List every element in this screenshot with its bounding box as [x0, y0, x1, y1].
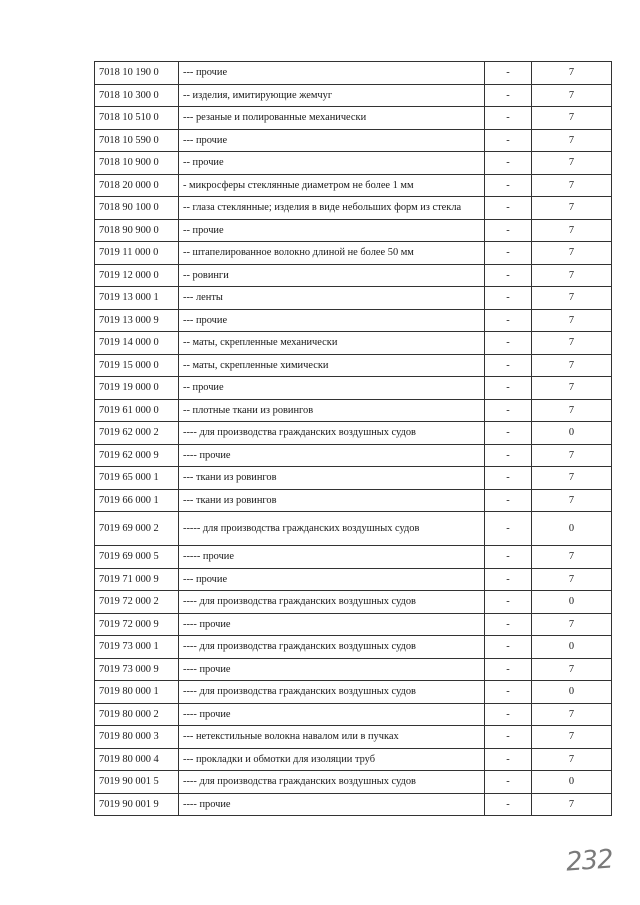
- description-cell: --- ленты: [179, 287, 485, 310]
- description-cell: --- ткани из ровингов: [179, 489, 485, 512]
- duty-cell: -: [485, 129, 532, 152]
- table-row: [95, 84, 612, 107]
- duty-cell: -: [485, 399, 532, 422]
- duty-cell: -: [485, 658, 532, 681]
- code-cell: 7019 66 000 1: [95, 489, 179, 512]
- code-cell: 7019 72 000 2: [95, 591, 179, 614]
- table-row: [95, 62, 612, 85]
- code-cell: 7019 65 000 1: [95, 467, 179, 490]
- code-cell: 7019 69 000 2: [95, 512, 179, 546]
- rate-cell: 7: [532, 197, 612, 220]
- description-cell: --- прочие: [179, 62, 485, 85]
- rate-cell: 7: [532, 726, 612, 749]
- description-cell: ---- для производства гражданских воздушных судов: [179, 422, 485, 445]
- table-row: [95, 399, 612, 422]
- table-row: [95, 422, 612, 445]
- rate-cell: 7: [532, 489, 612, 512]
- duty-cell: -: [485, 546, 532, 569]
- code-cell: 7018 90 100 0: [95, 197, 179, 220]
- table-row: [95, 681, 612, 704]
- description-cell: ---- для производства гражданских воздушных судов: [179, 636, 485, 659]
- rate-cell: 7: [532, 748, 612, 771]
- rate-cell: 7: [532, 793, 612, 816]
- code-cell: 7018 10 190 0: [95, 62, 179, 85]
- duty-cell: -: [485, 264, 532, 287]
- table-row: [95, 467, 612, 490]
- description-cell: - микросферы стеклянные диаметром не более 1 мм: [179, 174, 485, 197]
- description-cell: -- прочие: [179, 152, 485, 175]
- rate-cell: 7: [532, 703, 612, 726]
- description-cell: ---- для производства гражданских воздушных судов: [179, 681, 485, 704]
- duty-cell: -: [485, 197, 532, 220]
- table-row: [95, 219, 612, 242]
- table-row: [95, 129, 612, 152]
- code-cell: 7019 15 000 0: [95, 354, 179, 377]
- duty-cell: -: [485, 242, 532, 265]
- rate-cell: 0: [532, 422, 612, 445]
- table-row: [95, 568, 612, 591]
- rate-cell: 0: [532, 636, 612, 659]
- description-cell: --- резаные и полированные механически: [179, 107, 485, 130]
- code-cell: 7019 80 000 4: [95, 748, 179, 771]
- code-cell: 7019 12 000 0: [95, 264, 179, 287]
- table-row: [95, 332, 612, 355]
- description-cell: -- глаза стеклянные; изделия в виде небольших форм из стекла: [179, 197, 485, 220]
- description-cell: -- плотные ткани из ровингов: [179, 399, 485, 422]
- table-row: [95, 546, 612, 569]
- description-cell: --- ткани из ровингов: [179, 467, 485, 490]
- rate-cell: 7: [532, 84, 612, 107]
- duty-cell: -: [485, 174, 532, 197]
- code-cell: 7018 10 300 0: [95, 84, 179, 107]
- code-cell: 7018 10 590 0: [95, 129, 179, 152]
- description-cell: --- нетекстильные волокна навалом или в пучках: [179, 726, 485, 749]
- code-cell: 7019 80 000 2: [95, 703, 179, 726]
- rate-cell: 7: [532, 613, 612, 636]
- description-cell: --- прочие: [179, 568, 485, 591]
- rate-cell: 7: [532, 62, 612, 85]
- rate-cell: 0: [532, 681, 612, 704]
- code-cell: 7019 11 000 0: [95, 242, 179, 265]
- code-cell: 7019 80 000 1: [95, 681, 179, 704]
- code-cell: 7019 72 000 9: [95, 613, 179, 636]
- table-row: [95, 377, 612, 400]
- rate-cell: 7: [532, 107, 612, 130]
- description-cell: --- прочие: [179, 129, 485, 152]
- code-cell: 7019 62 000 9: [95, 444, 179, 467]
- code-cell: 7019 73 000 1: [95, 636, 179, 659]
- rate-cell: 7: [532, 332, 612, 355]
- table-row: [95, 309, 612, 332]
- description-cell: -- прочие: [179, 377, 485, 400]
- table-row: [95, 354, 612, 377]
- code-cell: 7019 90 001 5: [95, 771, 179, 794]
- rate-cell: 7: [532, 152, 612, 175]
- table-row: [95, 658, 612, 681]
- duty-cell: -: [485, 467, 532, 490]
- rate-cell: 7: [532, 174, 612, 197]
- code-cell: 7018 90 900 0: [95, 219, 179, 242]
- description-cell: ----- для производства гражданских воздушных судов: [179, 512, 485, 546]
- duty-cell: -: [485, 309, 532, 332]
- rate-cell: 7: [532, 129, 612, 152]
- rate-cell: 7: [532, 287, 612, 310]
- code-cell: 7018 20 000 0: [95, 174, 179, 197]
- duty-cell: -: [485, 152, 532, 175]
- duty-cell: -: [485, 62, 532, 85]
- rate-cell: 7: [532, 444, 612, 467]
- duty-cell: -: [485, 793, 532, 816]
- duty-cell: -: [485, 512, 532, 546]
- code-cell: 7019 14 000 0: [95, 332, 179, 355]
- duty-cell: -: [485, 748, 532, 771]
- handwritten-page-number: 232: [565, 844, 614, 878]
- code-cell: 7018 10 900 0: [95, 152, 179, 175]
- duty-cell: -: [485, 377, 532, 400]
- table-row: [95, 726, 612, 749]
- rate-cell: 7: [532, 354, 612, 377]
- duty-cell: -: [485, 354, 532, 377]
- description-cell: -- штапелированное волокно длиной не более 50 мм: [179, 242, 485, 265]
- description-cell: -- ровинги: [179, 264, 485, 287]
- rate-cell: 7: [532, 546, 612, 569]
- duty-cell: -: [485, 84, 532, 107]
- table-row: [95, 107, 612, 130]
- table-row: [95, 174, 612, 197]
- description-cell: -- прочие: [179, 219, 485, 242]
- code-cell: 7019 62 000 2: [95, 422, 179, 445]
- table-row: [95, 591, 612, 614]
- rate-cell: 7: [532, 264, 612, 287]
- duty-cell: -: [485, 107, 532, 130]
- code-cell: 7019 90 001 9: [95, 793, 179, 816]
- table-row: [95, 703, 612, 726]
- duty-cell: -: [485, 489, 532, 512]
- table-row: [95, 197, 612, 220]
- duty-cell: -: [485, 726, 532, 749]
- rate-cell: 7: [532, 219, 612, 242]
- rate-cell: 7: [532, 658, 612, 681]
- duty-cell: -: [485, 771, 532, 794]
- description-cell: --- прокладки и обмотки для изоляции труб: [179, 748, 485, 771]
- table-row: [95, 512, 612, 546]
- description-cell: ---- прочие: [179, 793, 485, 816]
- table-row: [95, 489, 612, 512]
- rate-cell: 7: [532, 377, 612, 400]
- code-cell: 7019 71 000 9: [95, 568, 179, 591]
- rate-cell: 0: [532, 512, 612, 546]
- table-row: [95, 793, 612, 816]
- duty-cell: -: [485, 613, 532, 636]
- code-cell: 7018 10 510 0: [95, 107, 179, 130]
- description-cell: -- изделия, имитирующие жемчуг: [179, 84, 485, 107]
- duty-cell: -: [485, 681, 532, 704]
- duty-cell: -: [485, 703, 532, 726]
- rate-cell: 0: [532, 771, 612, 794]
- description-cell: ---- прочие: [179, 703, 485, 726]
- description-cell: -- маты, скрепленные механически: [179, 332, 485, 355]
- rate-cell: 0: [532, 591, 612, 614]
- table-row: [95, 242, 612, 265]
- duty-cell: -: [485, 636, 532, 659]
- code-cell: 7019 69 000 5: [95, 546, 179, 569]
- description-cell: -- маты, скрепленные химически: [179, 354, 485, 377]
- description-cell: ---- прочие: [179, 613, 485, 636]
- duty-cell: -: [485, 287, 532, 310]
- rate-cell: 7: [532, 568, 612, 591]
- table-row: [95, 264, 612, 287]
- description-cell: ---- для производства гражданских воздушных судов: [179, 591, 485, 614]
- table-body: [95, 62, 612, 816]
- description-cell: ----- прочие: [179, 546, 485, 569]
- code-cell: 7019 13 000 9: [95, 309, 179, 332]
- duty-cell: -: [485, 444, 532, 467]
- rate-cell: 7: [532, 242, 612, 265]
- rate-cell: 7: [532, 309, 612, 332]
- code-cell: 7019 61 000 0: [95, 399, 179, 422]
- description-cell: ---- для производства гражданских воздушных судов: [179, 771, 485, 794]
- table-row: [95, 287, 612, 310]
- rate-cell: 7: [532, 467, 612, 490]
- rate-cell: 7: [532, 399, 612, 422]
- table-row: [95, 771, 612, 794]
- duty-cell: -: [485, 568, 532, 591]
- duty-cell: -: [485, 219, 532, 242]
- description-cell: --- прочие: [179, 309, 485, 332]
- duty-cell: -: [485, 332, 532, 355]
- tariff-table: [94, 61, 612, 816]
- duty-cell: -: [485, 422, 532, 445]
- description-cell: ---- прочие: [179, 658, 485, 681]
- code-cell: 7019 19 000 0: [95, 377, 179, 400]
- code-cell: 7019 13 000 1: [95, 287, 179, 310]
- description-cell: ---- прочие: [179, 444, 485, 467]
- duty-cell: -: [485, 591, 532, 614]
- code-cell: 7019 80 000 3: [95, 726, 179, 749]
- table-row: [95, 636, 612, 659]
- code-cell: 7019 73 000 9: [95, 658, 179, 681]
- table-row: [95, 748, 612, 771]
- table-row: [95, 444, 612, 467]
- table-row: [95, 613, 612, 636]
- table-row: [95, 152, 612, 175]
